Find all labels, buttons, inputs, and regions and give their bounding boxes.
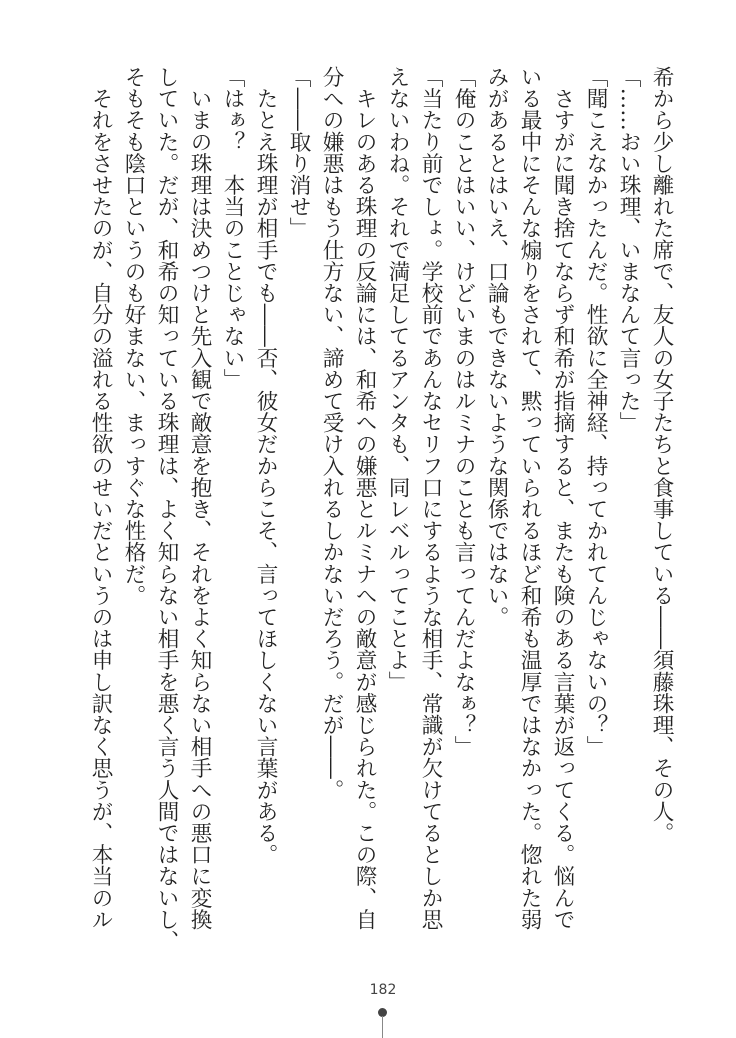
text-line: 「俺のことはいい、けどいまのはルミナのことも言ってんだよなぁ？」 <box>451 66 476 758</box>
text-line: そもそも陰口というのも好まない、まっすぐな性格だ。 <box>121 66 146 606</box>
text-line: 「当たり前でしょ。学校前であんなセリフ口にするような相手、常識が欠けてるとしか思 <box>418 66 443 930</box>
text-line: いまの珠理は決めつけと先入観で敵意を抱き、それをよく知らない相手への悪口に変換 <box>187 66 212 930</box>
text-line: キレのある珠理の反論には、和希への嫌悪とルミナへの敵意が感じられた。この際、自 <box>352 66 377 930</box>
page-marker-line <box>382 1016 383 1038</box>
page-number: 182 <box>369 982 397 998</box>
text-line: たとえ珠理が相手でも――否、彼女だからこそ、言ってほしくない言葉がある。 <box>253 66 278 866</box>
text-line: 「――取り消せ」 <box>286 66 311 239</box>
text-line: 希から少し離れた席で、友人の女子たちと食事している――須藤珠理、その人。 <box>649 66 674 844</box>
text-line: いる最中にそんな煽りをされて、黙っていられるほど和希も温厚ではなかった。惚れた弱 <box>517 66 542 930</box>
text-line: みがあるとはいえ、口論もできないような関係ではない。 <box>484 66 509 628</box>
text-line: 分への嫌悪はもう仕方ない、諦めて受け入れるしかないだろう。だが――。 <box>319 66 344 801</box>
text-line: さすがに聞き捨てならず和希が指摘すると、またも険のある言葉が返ってくる。悩んで <box>550 66 575 930</box>
text-line: 「聞こえなかったんだ。性欲に全神経、持ってかれてんじゃないの？」 <box>583 66 608 758</box>
text-line: していた。だが、和希の知っている珠理は、よく知らない相手を悪く言う人間ではないし、 <box>154 66 179 952</box>
text-line: 「はぁ？ 本当のことじゃない」 <box>220 66 245 390</box>
text-line: えないわね。それで満足してるアンタも、同レベルってことよ」 <box>385 66 410 693</box>
text-line: 「……おい珠理、いまなんて言った」 <box>616 66 641 434</box>
novel-body-text <box>84 66 678 952</box>
text-line: それをさせたのが、自分の溢れる性欲のせいだというのは申し訳なく思うが、本当のル <box>88 66 113 930</box>
